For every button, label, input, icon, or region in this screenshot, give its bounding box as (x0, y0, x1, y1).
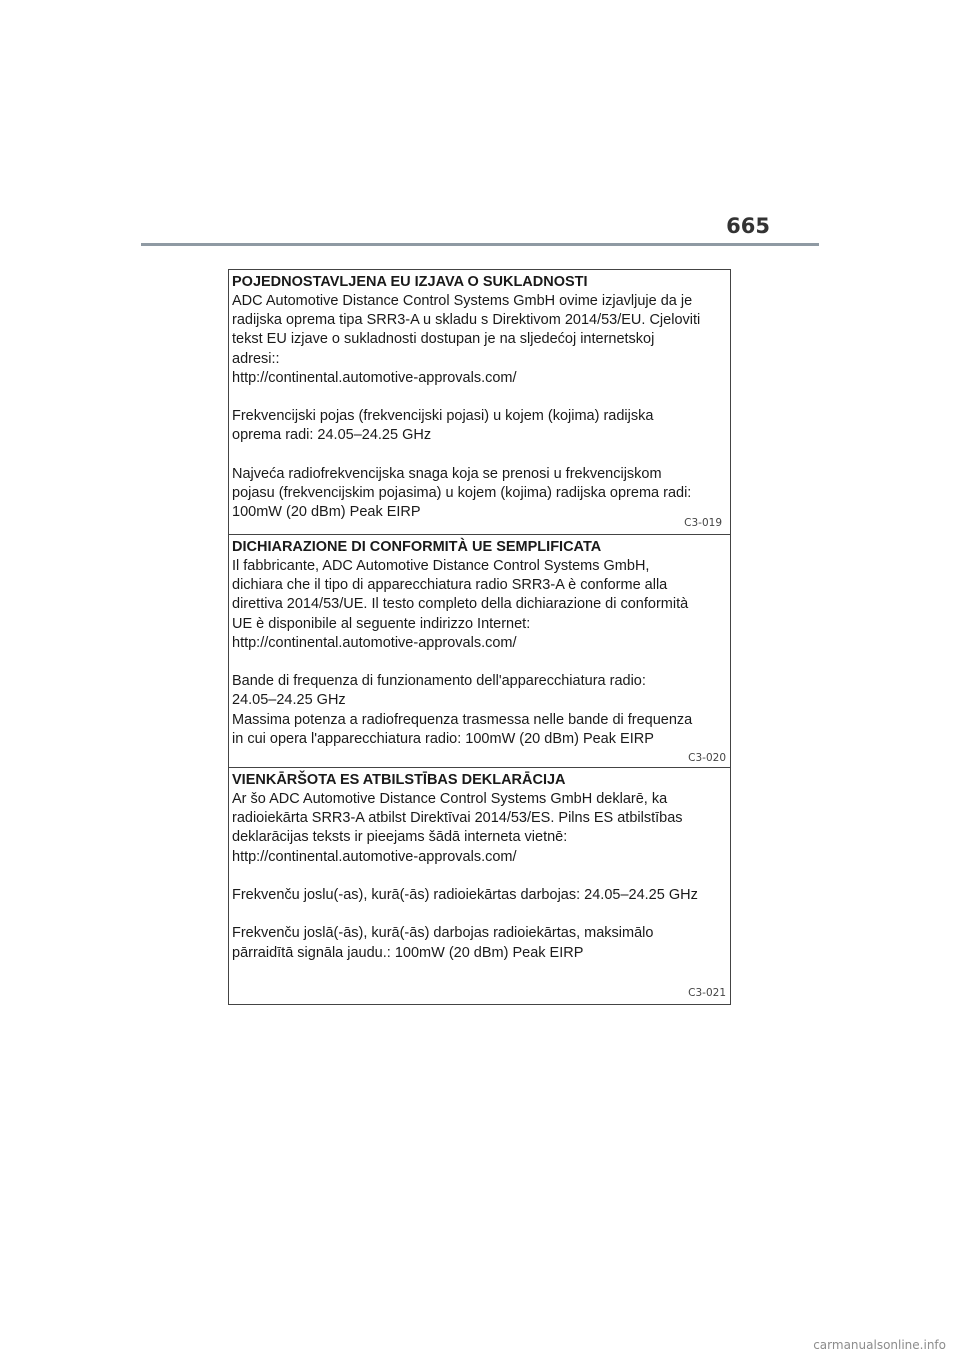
section-body (232, 790, 730, 963)
section-title: POJEDNOSTAVLJENA EU IZJAVA O SUKLADNOSTI (232, 274, 588, 290)
text-line: dichiara che il tipo di apparecchiatura radio SRR3-A è conforme alla (232, 577, 668, 594)
text-line: http://continental.automotive-approvals.com/ (232, 848, 517, 865)
text-line: http://continental.automotive-approvals.com/ (232, 634, 517, 651)
text-line: pojasu (frekvencijskim pojasima) u kojem (kojima) radijska oprema radi: (232, 485, 692, 501)
paragraph-gap (232, 653, 730, 672)
text-line: radijska oprema tipa SRR3-A u skladu s Direktivom 2014/53/EU. Cjeloviti (232, 312, 701, 329)
text-line: 100mW (20 dBm) Peak EIRP (232, 504, 421, 521)
text-line: deklarācijas teksts ir pieejams šādā interneta vietnē: (232, 829, 568, 846)
section-code: C3-020 (688, 752, 726, 764)
text-line: Frekvenču joslā(-ās), kurā(-ās) darbojas radioiekārtas, maksimālo (232, 925, 654, 942)
text-line: Najveća radiofrekvencijska snaga koja se prenosi u frekvencijskom (232, 465, 662, 482)
text-line: adresi:: (232, 350, 280, 367)
text-line: 24.05–24.25 GHz (232, 692, 346, 709)
text-line: pārraidītā signāla jaudu.: 100mW (20 dBm) Peak EIRP (232, 944, 584, 961)
text-line: Massima potenza a radiofrequenza trasmessa nelle bande di frequenza (232, 711, 693, 728)
declaration-section-croatian (229, 270, 730, 535)
header-rule (141, 243, 819, 246)
section-body (232, 557, 730, 749)
declaration-section-italian (229, 535, 730, 768)
paragraph-gap (232, 867, 730, 886)
section-title: DICHIARAZIONE DI CONFORMITÀ UE SEMPLIFICATA (232, 539, 602, 555)
text-line: http://continental.automotive-approvals.com/ (232, 369, 517, 386)
section-code: C3-021 (688, 987, 726, 999)
paragraph-gap (232, 905, 730, 924)
text-line: Frekvenču joslu(-as), kurā(-ās) radioiekārtas darbojas: 24.05–24.25 GHz (232, 887, 698, 903)
text-line: Ar šo ADC Automotive Distance Control Systems GmbH deklarē, ka (232, 791, 668, 807)
declaration-section-latvian (229, 768, 730, 1004)
text-line: direttiva 2014/53/UE. Il testo completo della dichiarazione di conformità (232, 596, 689, 613)
section-title: VIENKĀRŠOTA ES ATBILSTĪBAS DEKLARĀCIJA (232, 772, 566, 788)
paragraph-gap (232, 446, 730, 465)
watermark-text: carmanualsonline.info (813, 1338, 946, 1352)
paragraph-gap (232, 388, 730, 407)
page-number: 665 (726, 214, 770, 238)
text-line: tekst EU izjave o sukladnosti dostupan je na sljedećoj internetskoj (232, 331, 655, 348)
text-line: in cui opera l'apparecchiatura radio: 100mW (20 dBm) Peak EIRP (232, 730, 654, 747)
text-line: Frekvencijski pojas (frekvencijski pojasi) u kojem (kojima) radijska (232, 408, 654, 425)
text-line: Bande di frequenza di funzionamento dell'apparecchiatura radio: (232, 673, 646, 690)
text-line: radioiekārta SRR3-A atbilst Direktīvai 2014/53/ES. Pilns ES atbilstības (232, 810, 683, 827)
section-code: C3-019 (684, 517, 722, 529)
text-line: UE è disponibile al seguente indirizzo Internet: (232, 615, 531, 632)
section-body (232, 292, 730, 522)
text-line: ADC Automotive Distance Control Systems GmbH ovime izjavljuje da je (232, 293, 693, 309)
declaration-box (228, 269, 731, 1005)
text-line: Il fabbricante, ADC Automotive Distance Control Systems GmbH, (232, 558, 650, 574)
text-line: oprema radi: 24.05–24.25 GHz (232, 427, 432, 444)
